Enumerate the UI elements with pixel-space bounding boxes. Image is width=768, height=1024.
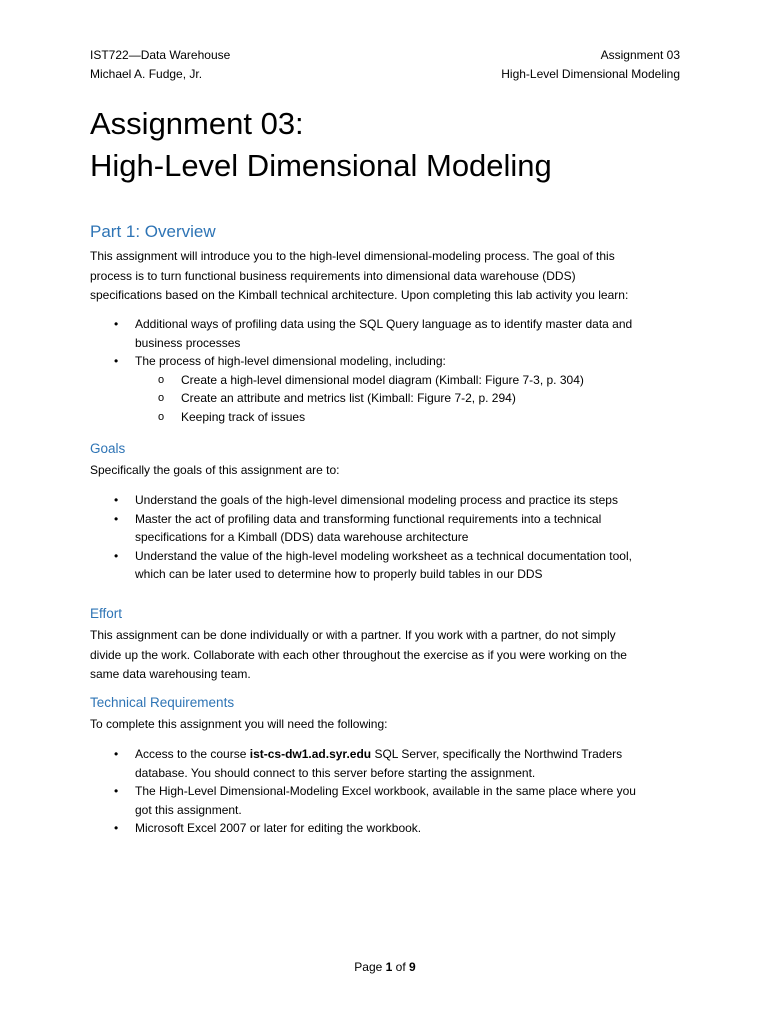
author-name: Michael A. Fudge, Jr. (90, 67, 203, 81)
goals-intro: Specifically the goals of this assignment are to: (90, 463, 340, 477)
list-item: • Understand the value of the high-level modeling worksheet as a technical documentation tool, which can be later used to determine how to properly build tables in our DDS (114, 548, 632, 581)
document-page (90, 0, 680, 1024)
bullet-icon: • (114, 493, 119, 507)
tech-requirements-heading: Technical Requirements (90, 695, 235, 710)
part1-intro (90, 247, 680, 306)
list-item: • Additional ways of profiling data using the SQL Query language as to identify master data and business processes (114, 317, 633, 350)
part1-intro-line: process is to turn functional business requirements into dimensional data warehouse (DDS) (90, 268, 576, 283)
tech-bullet-list (90, 745, 680, 838)
list-item: • Understand the goals of the high-level dimensional modeling process and practice its steps (90, 491, 680, 510)
circle-bullet-icon: o (158, 392, 165, 404)
sub-list-item: o Keeping track of issues (135, 408, 680, 427)
assignment-number: Assignment 03 (600, 48, 680, 62)
server-name: ist-cs-dw1.ad.syr.edu (249, 747, 372, 761)
page-number: 1 (385, 960, 393, 974)
list-item: • The High-Level Dimensional-Modeling Excel workbook, available in the same place where you got this assignment. (114, 784, 636, 817)
document-title (90, 103, 552, 187)
list-item: • Microsoft Excel 2007 or later for editing the workbook. (90, 819, 680, 838)
goals-heading: Goals (90, 441, 126, 456)
list-item: • The process of high-level dimensional modeling, including: o Create a high-level dimensional model diagram (Kimball: Figure 7-3, p. 304) o Create an attribute and metrics list (Kimball: Figure 7-2, p. 294) o Keeping track of issues (90, 352, 680, 426)
page-total: 9 (409, 960, 416, 974)
sub-bullet-list (135, 371, 680, 427)
part1-intro-line: specifications based on the Kimball technical architecture. Upon completing this lab activity you learn: (90, 288, 629, 302)
list-item: • Master the act of profiling data and transforming functional requirements into a technical specifications for a Kimball (DDS) data warehouse architecture (114, 511, 602, 544)
effort-paragraph: This assignment can be done individually or with a partner. If you work with a partner, do not simply divide up the work. Collaborate with each other throughout the exercise as if you were working on the same data warehousing team. (90, 628, 627, 681)
effort-heading: Effort (90, 606, 123, 621)
circle-bullet-icon: o (158, 373, 165, 386)
sub-list-item: o Create a high-level dimensional model diagram (Kimball: Figure 7-3, p. 304) (135, 371, 680, 390)
sub-list-item: o Create an attribute and metrics list (Kimball: Figure 7-2, p. 294) (135, 389, 680, 408)
title-line-1: Assignment 03: (90, 106, 304, 141)
goals-bullet-list (90, 491, 680, 584)
bullet-icon: • (114, 747, 119, 761)
bullet-icon: • (114, 821, 119, 835)
page-footer: Page 1 of 9 (354, 960, 416, 974)
part1-heading: Part 1: Overview (90, 222, 216, 241)
course-name: IST722—Data Warehouse (90, 48, 231, 62)
circle-bullet-icon: o (158, 410, 165, 423)
bullet-icon: • (114, 354, 119, 368)
running-header-left (90, 46, 230, 84)
list-item: • Access to the course ist-cs-dw1.ad.syr.edu SQL Server, specifically the Northwind Traders database. You should connect to this server before starting the assignment. (114, 747, 623, 780)
tech-intro: To complete this assignment you will need the following: (90, 717, 388, 731)
bullet-icon: • (114, 317, 119, 331)
running-header-right (501, 46, 680, 84)
part1-bullet-list (90, 315, 680, 426)
part1-intro-line: This assignment will introduce you to the high-level dimensional-modeling process. The goal of this (90, 249, 615, 263)
bullet-icon: • (114, 784, 119, 798)
bullet-icon: • (114, 511, 119, 526)
assignment-topic: High-Level Dimensional Modeling (501, 67, 680, 81)
bullet-icon: • (114, 548, 119, 563)
title-line-2: High-Level Dimensional Modeling (90, 148, 552, 183)
